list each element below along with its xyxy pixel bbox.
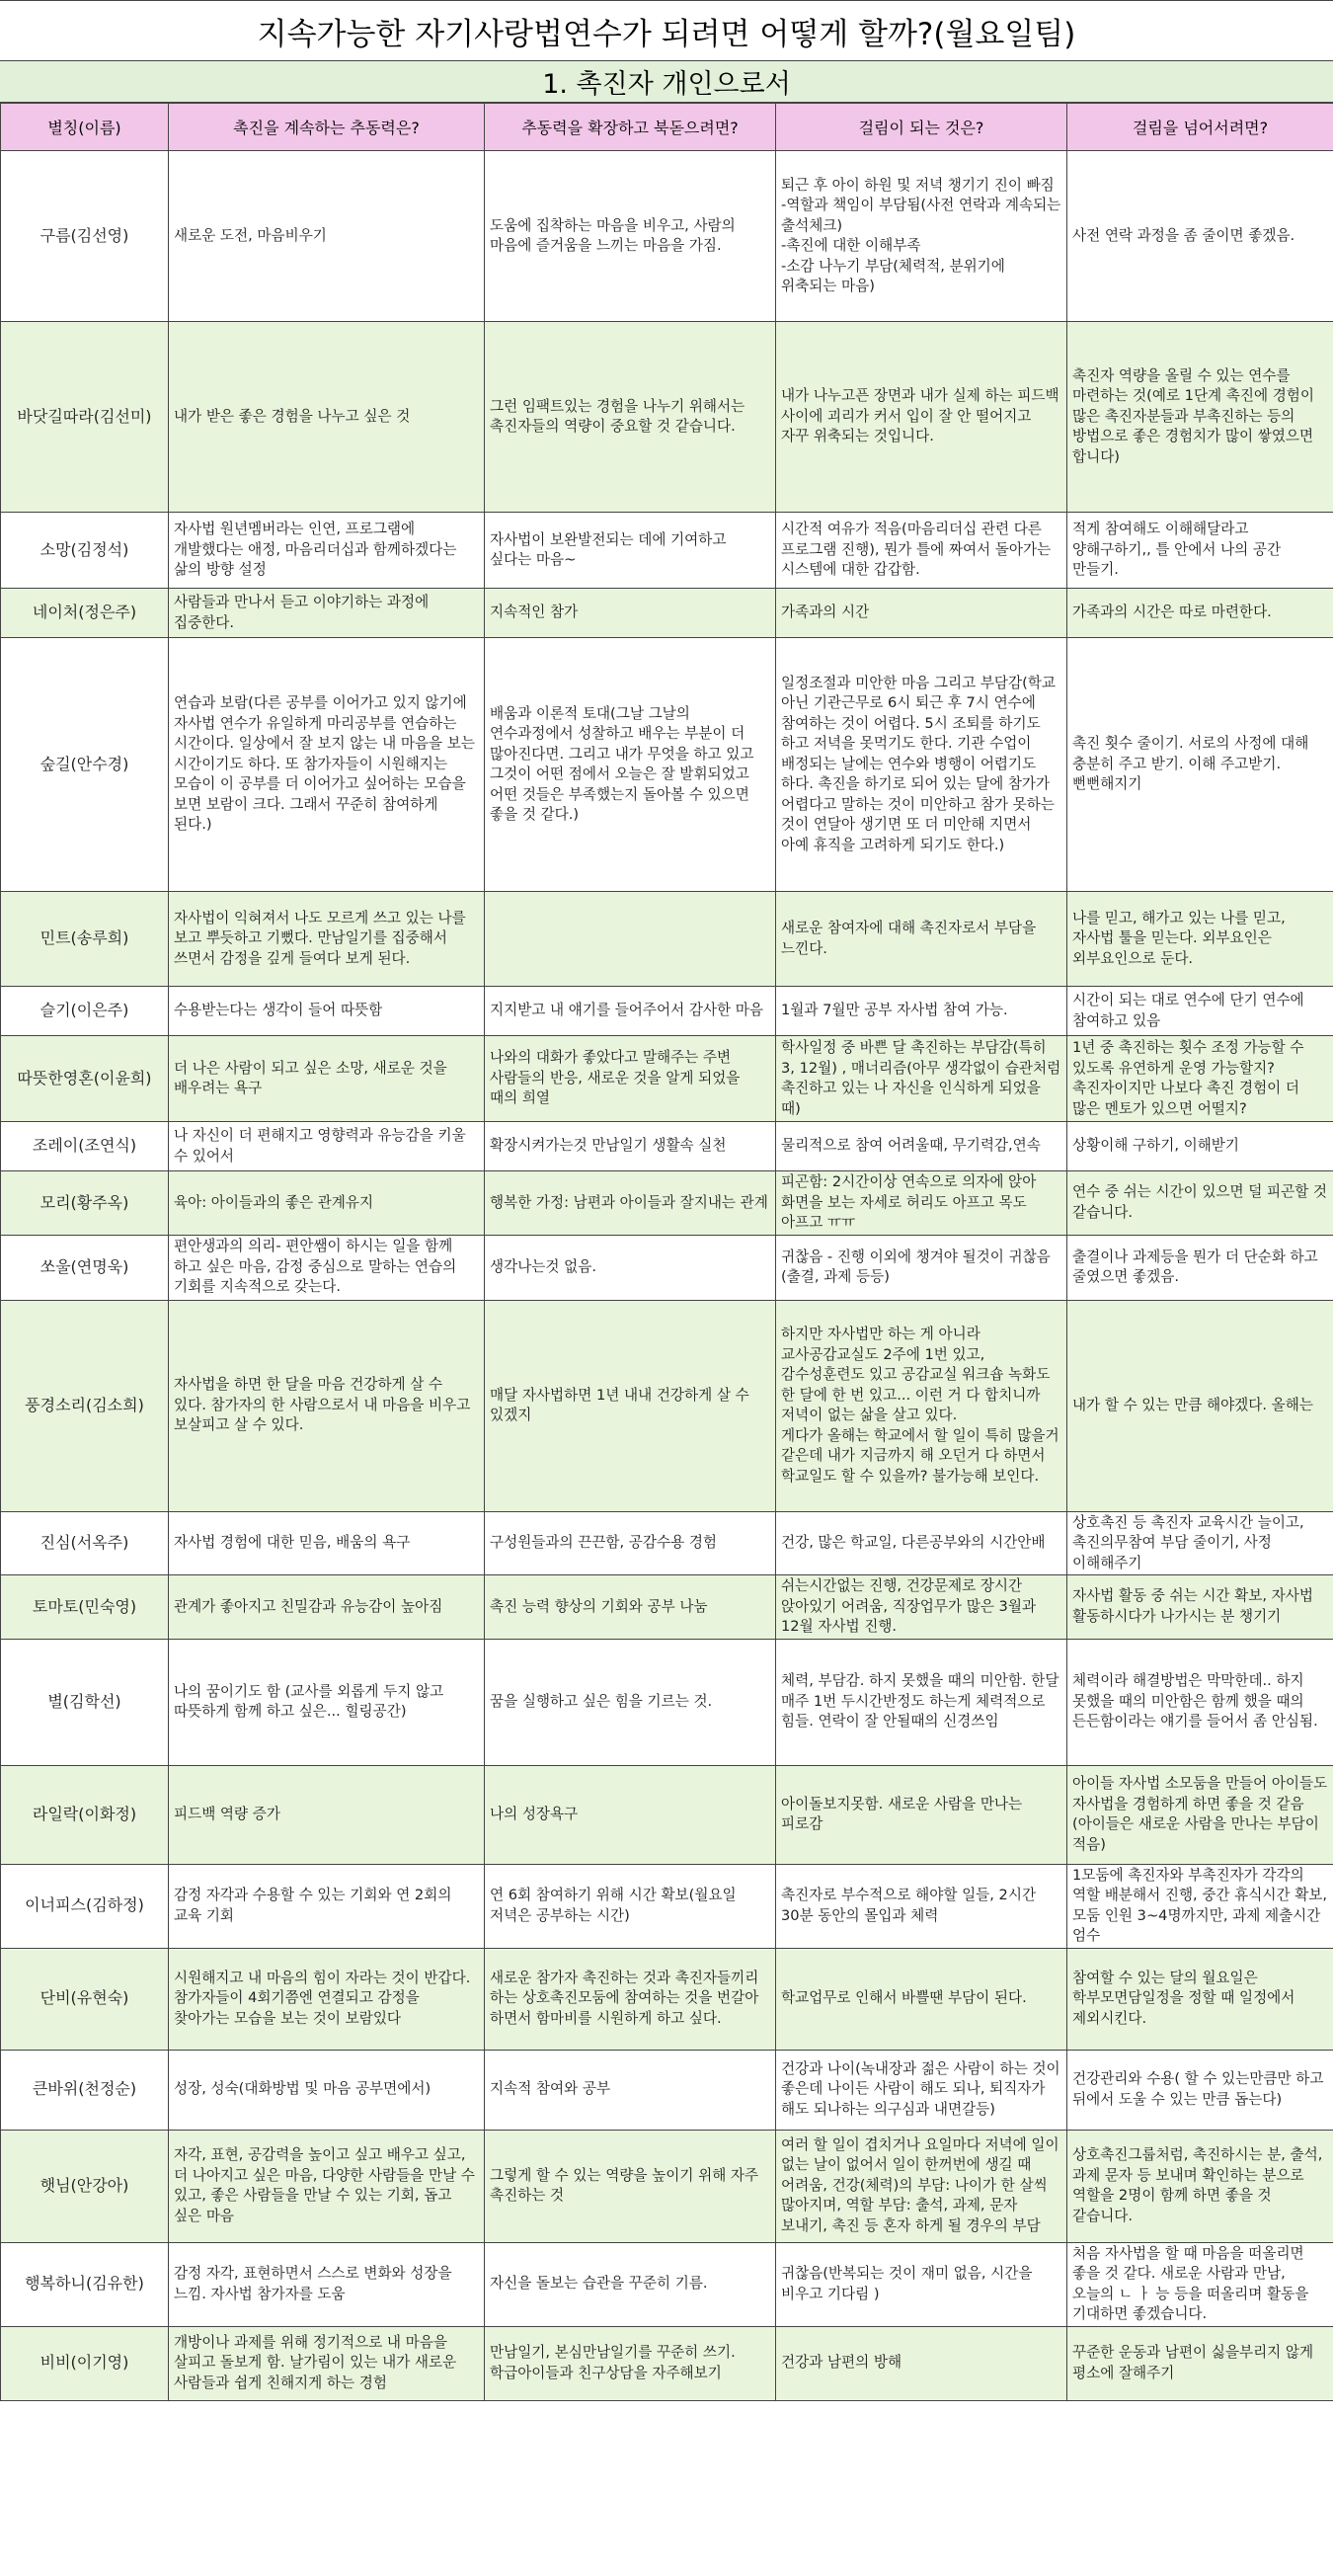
cell-obstacle: 건강, 많은 학교일, 다른공부와의 시간안배 — [776, 1511, 1067, 1575]
reflection-table — [0, 103, 1333, 2401]
cell-expand: 생각나는것 없음. — [485, 1235, 776, 1300]
cell-name: 큰바위(천정순) — [1, 2050, 169, 2130]
table-row — [1, 2242, 1333, 2326]
table-row — [1, 2326, 1333, 2400]
cell-drive: 감정 자각, 표현하면서 스스로 변화와 성장을 느낌. 자사법 참가자를 도움 — [169, 2242, 485, 2326]
cell-overcome: 출결이나 과제등을 뭔가 더 단순화 하고 줄였으면 좋겠음. — [1067, 1235, 1333, 1300]
cell-name: 조레이(조연식) — [1, 1122, 169, 1171]
cell-obstacle: 학교업무로 인해서 바쁠땐 부담이 된다. — [776, 1948, 1067, 2050]
table-row — [1, 1171, 1333, 1236]
table-row — [1, 151, 1333, 322]
cell-expand: 새로운 참가자 촉진하는 것과 촉진자들끼리 하는 상호촉진모둠에 참여하는 것을 번갈아 하면서 함마비를 시원하게 하고 싶다. — [485, 1948, 776, 2050]
table-row — [1, 1511, 1333, 1575]
cell-overcome: 촉진 횟수 줄이기. 서로의 사정에 대해 충분히 주고 받기. 이해 주고받기. 뻔뻔해지기 — [1067, 638, 1333, 892]
cell-name: 네이처(정은주) — [1, 589, 169, 638]
cell-overcome: 아이들 자사법 소모둠을 만들어 아이들도 자사법을 경험하게 하면 좋을 것 같음(아이들은 새로운 사람을 만나는 부담이 적음) — [1067, 1765, 1333, 1864]
table-row — [1, 1765, 1333, 1864]
cell-overcome: 내가 할 수 있는 만큼 해야겠다. 올해는 — [1067, 1300, 1333, 1511]
cell-obstacle: 체력, 부담감. 하지 못했을 때의 미안함. 한달 매주 1번 두시간반정도 하는게 체력적으로 힘들. 연락이 잘 안될때의 신경쓰임 — [776, 1639, 1067, 1765]
cell-drive: 나 자신이 더 편해지고 영향력과 유능감을 키울 수 있어서 — [169, 1122, 485, 1171]
cell-expand: 연 6회 참여하기 위해 시간 확보(월요일 저녁은 공부하는 시간) — [485, 1864, 776, 1948]
cell-overcome: 1년 중 촉진하는 횟수 조정 가능할 수 있도록 유연하게 운영 가능할지? 촉진자이지만 나보다 촉진 경험이 더 많은 멘토가 있으면 어떨지? — [1067, 1036, 1333, 1122]
cell-expand: 꿈을 실행하고 싶은 힘을 기르는 것. — [485, 1639, 776, 1765]
cell-name: 단비(유현숙) — [1, 1948, 169, 2050]
cell-name: 비비(이기영) — [1, 2326, 169, 2400]
cell-drive: 관계가 좋아지고 친밀감과 유능감이 높아짐 — [169, 1575, 485, 1640]
cell-expand: 행복한 가정: 남편과 아이들과 잘지내는 관계 — [485, 1171, 776, 1236]
table-row — [1, 1122, 1333, 1171]
cell-overcome: 건강관리와 수용( 할 수 있는만큼만 하고 뒤에서 도울 수 있는 만큼 돕는다) — [1067, 2050, 1333, 2130]
cell-overcome: 참여할 수 있는 달의 월요일은 학부모면담일정을 정할 때 일정에서 제외시킨다. — [1067, 1948, 1333, 2050]
cell-expand: 도움에 집착하는 마음을 비우고, 사람의 마음에 즐거움을 느끼는 마음을 가짐. — [485, 151, 776, 322]
cell-drive: 자사법이 익혀져서 나도 모르게 쓰고 있는 나를 보고 뿌듯하고 기뻤다. 만남일기를 집중해서 쓰면서 감정을 깊게 들여다 보게 된다. — [169, 892, 485, 987]
table-row — [1, 638, 1333, 892]
cell-obstacle: 피곤함: 2시간이상 연속으로 의자에 앉아 화면을 보는 자세로 허리도 아프고 목도 아프고 ㅠㅠ — [776, 1171, 1067, 1236]
cell-name: 진심(서옥주) — [1, 1511, 169, 1575]
cell-obstacle: 여러 할 일이 겹치거나 요일마다 저녁에 일이 없는 날이 없어서 일이 한꺼번에 생길 때 어려움, 건강(체력)의 부담: 나이가 한 살씩 많아지며, 역할 부담: 출석, 과제, 문자 보내기, 촉진 등 혼자 하게 될 경우의 부담 — [776, 2130, 1067, 2242]
cell-expand: 매달 자사법하면 1년 내내 건강하게 살 수 있겠지 — [485, 1300, 776, 1511]
table-row — [1, 892, 1333, 987]
cell-obstacle: 시간적 여유가 적음(마음리더십 관련 다른 프로그램 진행), 뭔가 틀에 짜여서 돌아가는 시스템에 대한 갑갑함. — [776, 513, 1067, 589]
cell-name: 모리(황주옥) — [1, 1171, 169, 1236]
cell-drive: 자사법 경험에 대한 믿음, 배움의 욕구 — [169, 1511, 485, 1575]
cell-obstacle: 학사일정 중 바쁜 달 촉진하는 부담감(특히 3, 12월) , 매너리즘(아무 생각없이 습관처럼 촉진하고 있는 나 자신을 인식하게 되었을 때) — [776, 1036, 1067, 1122]
cell-drive: 연습과 보람(다른 공부를 이어가고 있지 않기에 자사법 연수가 유일하게 마리공부를 연습하는 시간이다. 일상에서 잘 보지 않는 내 마음을 보는 시간이기도 하다. 또 참가자들이 시원해지는 모습이 이 공부를 더 이어가고 싶어하는 모습을 보면 보람이 크다. 그래서 꾸준히 참여하게 된다.) — [169, 638, 485, 892]
cell-name: 소망(김정석) — [1, 513, 169, 589]
cell-drive: 감정 자각과 수용할 수 있는 기회와 연 2회의 교육 기회 — [169, 1864, 485, 1948]
table-row — [1, 2130, 1333, 2242]
cell-drive: 육아: 아이들과의 좋은 관계유지 — [169, 1171, 485, 1236]
cell-obstacle: 건강과 남편의 방해 — [776, 2326, 1067, 2400]
cell-overcome: 가족과의 시간은 따로 마련한다. — [1067, 589, 1333, 638]
cell-drive: 사람들과 만나서 듣고 이야기하는 과정에 집중한다. — [169, 589, 485, 638]
cell-drive: 편안생과의 의리- 편안쌤이 하시는 일을 함께 하고 싶은 마음, 감정 중심으로 말하는 연습의 기회를 지속적으로 갖는다. — [169, 1235, 485, 1300]
cell-obstacle: 가족과의 시간 — [776, 589, 1067, 638]
cell-expand: 지지받고 내 얘기를 들어주어서 감사한 마음 — [485, 987, 776, 1036]
cell-obstacle: 새로운 참여자에 대해 촉진자로서 부담을 느낀다. — [776, 892, 1067, 987]
cell-drive: 새로운 도전, 마음비우기 — [169, 151, 485, 322]
table-row — [1, 1575, 1333, 1640]
cell-name: 풍경소리(김소희) — [1, 1300, 169, 1511]
cell-obstacle: 귀찮음(반복되는 것이 재미 없음, 시간을 비우고 기다림 ) — [776, 2242, 1067, 2326]
table-row — [1, 2050, 1333, 2130]
cell-obstacle: 아이돌보지못함. 새로운 사람을 만나는 피로감 — [776, 1765, 1067, 1864]
cell-name: 슬기(이은주) — [1, 987, 169, 1036]
cell-name: 구름(김선영) — [1, 151, 169, 322]
cell-overcome: 나를 믿고, 해가고 있는 나를 믿고, 자사법 툴을 믿는다. 외부요인은 외부요인으로 둔다. — [1067, 892, 1333, 987]
table-row — [1, 322, 1333, 513]
cell-expand: 배움과 이론적 토대(그날 그날의 연수과정에서 성찰하고 배우는 부분이 더 많아진다면. 그리고 내가 무엇을 하고 있고 그것이 어떤 점에서 오늘은 잘 발휘되었고 어떤 것들은 부족했는지 돌아볼 수 있으면 좋을 것 같다.) — [485, 638, 776, 892]
cell-drive: 자사법을 하면 한 달을 마음 건강하게 살 수 있다. 참가자의 한 사람으로서 내 마음을 비우고 보살피고 살 수 있다. — [169, 1300, 485, 1511]
cell-obstacle: 물리적으로 참여 어려울때, 무기력감,연속 — [776, 1122, 1067, 1171]
cell-drive: 수용받는다는 생각이 들어 따뜻함 — [169, 987, 485, 1036]
cell-drive: 피드백 역량 증가 — [169, 1765, 485, 1864]
cell-obstacle: 일정조절과 미안한 마음 그리고 부담감(학교 아닌 기관근무로 6시 퇴근 후 7시 연수에 참여하는 것이 어렵다. 5시 조퇴를 하기도 하고 저녁을 못먹기도 한다. 기관 수업이 배정되는 날에는 연수와 병행이 어렵기도 하다. 촉진을 하기로 되어 있는 달에 참가가 어렵다고 말하는 것이 미안하고 참가 못하는 것이 연달아 생기면 또 더 미안해 지면서 아예 휴직을 고려하게 되기도 한다.) — [776, 638, 1067, 892]
cell-overcome: 사전 연락 과정을 좀 줄이면 좋겠음. — [1067, 151, 1333, 322]
cell-drive: 성장, 성숙(대화방법 및 마음 공부면에서) — [169, 2050, 485, 2130]
cell-expand: 촉진 능력 향상의 기회와 공부 나눔 — [485, 1575, 776, 1640]
column-header-drive: 촉진을 계속하는 추동력은? — [169, 104, 485, 151]
cell-overcome: 적게 참여해도 이해해달라고 양해구하기,, 틀 안에서 나의 공간 만들기. — [1067, 513, 1333, 589]
cell-expand: 나와의 대화가 좋았다고 말해주는 주변 사람들의 반응, 새로운 것을 알게 되었을 때의 희열 — [485, 1036, 776, 1122]
section-header: 1. 촉진자 개인으로서 — [0, 61, 1333, 103]
cell-name: 별(김학선) — [1, 1639, 169, 1765]
column-header-name: 별칭(이름) — [1, 104, 169, 151]
cell-name: 이너피스(김하정) — [1, 1864, 169, 1948]
cell-obstacle: 퇴근 후 아이 하원 및 저녁 챙기기 진이 빠짐 -역할과 책임이 부담됨(사전 연락과 계속되는 출석체크) -촉진에 대한 이해부족 -소감 나누기 부담(체력적, 분위기에 위축되는 마음) — [776, 151, 1067, 322]
cell-drive: 자사법 원년멤버라는 인연, 프로그램에 개발했다는 애정, 마음리더십과 함께하겠다는 삶의 방향 설정 — [169, 513, 485, 589]
cell-drive: 자각, 표현, 공감력을 높이고 싶고 배우고 싶고, 더 나아지고 싶은 마음, 다양한 사람들을 만날 수 있고, 좋은 사람들을 만날 수 있는 기회, 돕고 싶은 마음 — [169, 2130, 485, 2242]
table-row — [1, 1864, 1333, 1948]
cell-obstacle: 하지만 자사법만 하는 게 아니라 교사공감교실도 2주에 1번 있고, 감수성훈련도 있고 공감교실 워크숍 녹화도 한 달에 한 번 있고... 이런 거 다 합치니까 저녁이 없는 삶을 살고 있다. 게다가 올해는 학교에서 할 일이 특히 많을거 같은데 내가 지금까지 해 오던거 다 하면서 학교일도 할 수 있을까? 불가능해 보인다. — [776, 1300, 1067, 1511]
header-row — [1, 104, 1333, 151]
cell-expand: 자사법이 보완발전되는 데에 기여하고 싶다는 마음~ — [485, 513, 776, 589]
cell-overcome: 처음 자사법을 할 때 마음을 떠올리면 좋을 것 같다. 새로운 사람과 만남, 오늘의 ㄴ ㅏ 능 등을 떠올리며 활동을 기대하면 좋겠습니다. — [1067, 2242, 1333, 2326]
cell-name: 따뜻한영혼(이윤희) — [1, 1036, 169, 1122]
cell-overcome: 자사법 활동 중 쉬는 시간 확보, 자사법 활동하시다가 나가시는 분 챙기기 — [1067, 1575, 1333, 1640]
cell-expand: 나의 성장욕구 — [485, 1765, 776, 1864]
cell-expand: 그런 임팩트있는 경험을 나누기 위해서는 촉진자들의 역량이 중요할 것 같습니다. — [485, 322, 776, 513]
cell-obstacle: 건강과 나이(녹내장과 젊은 사람이 하는 것이 좋은데 나이든 사람이 해도 되나, 퇴직자가 해도 되나하는 의구심과 내면갈등) — [776, 2050, 1067, 2130]
cell-name: 바닷길따라(김선미) — [1, 322, 169, 513]
cell-overcome: 1모둠에 촉진자와 부촉진자가 각각의 역할 배분해서 진행, 중간 휴식시간 확보, 모둠 인원 3~4명까지만, 과제 제출시간 엄수 — [1067, 1864, 1333, 1948]
cell-overcome: 시간이 되는 대로 연수에 단기 연수에 참여하고 있음 — [1067, 987, 1333, 1036]
cell-expand: 만남일기, 본심만남일기를 꾸준히 쓰기. 학급아이들과 친구상담을 자주해보기 — [485, 2326, 776, 2400]
cell-expand: 그렇게 할 수 있는 역량을 높이기 위해 자주 촉진하는 것 — [485, 2130, 776, 2242]
cell-drive: 나의 꿈이기도 함 (교사를 외롭게 두지 않고 따뜻하게 함께 하고 싶은... 힐링공간) — [169, 1639, 485, 1765]
cell-expand: 지속적인 참가 — [485, 589, 776, 638]
cell-overcome: 꾸준한 운동과 남편이 싫을부리지 않게 평소에 잘해주기 — [1067, 2326, 1333, 2400]
cell-drive: 시원해지고 내 마음의 힘이 자라는 것이 반갑다. 참가자들이 4회기쯤엔 연결되고 감정을 찾아가는 모습을 보는 것이 보람있다 — [169, 1948, 485, 2050]
cell-obstacle: 내가 나누고픈 장면과 내가 실제 하는 피드백 사이에 괴리가 커서 입이 잘 안 떨어지고 자꾸 위축되는 것입니다. — [776, 322, 1067, 513]
cell-name: 쏘울(연명욱) — [1, 1235, 169, 1300]
cell-name: 라일락(이화정) — [1, 1765, 169, 1864]
column-header-obstacle: 걸림이 되는 것은? — [776, 104, 1067, 151]
cell-expand: 구성원들과의 끈끈함, 공감수용 경험 — [485, 1511, 776, 1575]
table-row — [1, 1948, 1333, 2050]
table-row — [1, 1036, 1333, 1122]
column-header-overcome: 걸림을 넘어서려면? — [1067, 104, 1333, 151]
cell-expand: 자신을 돌보는 습관을 꾸준히 기름. — [485, 2242, 776, 2326]
cell-obstacle: 1월과 7월만 공부 자사법 참여 가능. — [776, 987, 1067, 1036]
table-row — [1, 589, 1333, 638]
cell-name: 행복하니(김유한) — [1, 2242, 169, 2326]
cell-name: 햇님(안강아) — [1, 2130, 169, 2242]
cell-drive: 내가 받은 좋은 경험을 나누고 싶은 것 — [169, 322, 485, 513]
cell-name: 숲길(안수경) — [1, 638, 169, 892]
cell-overcome: 연수 중 쉬는 시간이 있으면 덜 피곤할 것 같습니다. — [1067, 1171, 1333, 1236]
cell-name: 민트(송루희) — [1, 892, 169, 987]
table-row — [1, 513, 1333, 589]
cell-obstacle: 귀찮음 - 진행 이외에 챙겨야 될것이 귀찮음(출결, 과제 등등) — [776, 1235, 1067, 1300]
cell-drive: 더 나은 사람이 되고 싶은 소망, 새로운 것을 배우려는 욕구 — [169, 1036, 485, 1122]
cell-expand: 지속적 참여와 공부 — [485, 2050, 776, 2130]
page-title: 지속가능한 자기사랑법연수가 되려면 어떻게 할까?(월요일팀) — [0, 0, 1333, 61]
cell-expand: 확장시켜가는것 만남일기 생활속 실천 — [485, 1122, 776, 1171]
cell-overcome: 체력이라 해결방법은 막막한데.. 하지 못했을 때의 미안함은 함께 했을 때의 든든함이라는 얘기를 들어서 좀 안심됨. — [1067, 1639, 1333, 1765]
cell-obstacle: 촉진자로 부수적으로 해야할 일들, 2시간 30분 동안의 몰입과 체력 — [776, 1864, 1067, 1948]
cell-expand — [485, 892, 776, 987]
table-row — [1, 1639, 1333, 1765]
table-row — [1, 1300, 1333, 1511]
cell-overcome: 상호촉진 등 촉진자 교육시간 늘이고, 촉진의무참여 부담 줄이기, 사정 이해해주기 — [1067, 1511, 1333, 1575]
cell-obstacle: 쉬는시간없는 진행, 건강문제로 장시간 앉아있기 어려움, 직장업무가 많은 3월과 12월 자사법 진행. — [776, 1575, 1067, 1640]
cell-overcome: 상황이해 구하기, 이해받기 — [1067, 1122, 1333, 1171]
cell-drive: 개방이나 과제를 위해 정기적으로 내 마음을 살피고 돌보게 함. 날가림이 있는 내가 새로운 사람들과 쉽게 친해지게 하는 경험 — [169, 2326, 485, 2400]
cell-overcome: 촉진자 역량을 올릴 수 있는 연수를 마련하는 것(예로 1단계 촉진에 경험이 많은 촉진자분들과 부촉진하는 등의 방법으로 좋은 경험치가 많이 쌓였으면 합니다) — [1067, 322, 1333, 513]
table-row — [1, 987, 1333, 1036]
table-row — [1, 1235, 1333, 1300]
column-header-expand: 추동력을 확장하고 북돋으려면? — [485, 104, 776, 151]
cell-overcome: 상호촉진그룹처럼, 촉진하시는 분, 출석, 과제 문자 등 보내며 확인하는 분으로 역할을 2명이 함께 하면 좋을 것 같습니다. — [1067, 2130, 1333, 2242]
cell-name: 토마토(민숙영) — [1, 1575, 169, 1640]
